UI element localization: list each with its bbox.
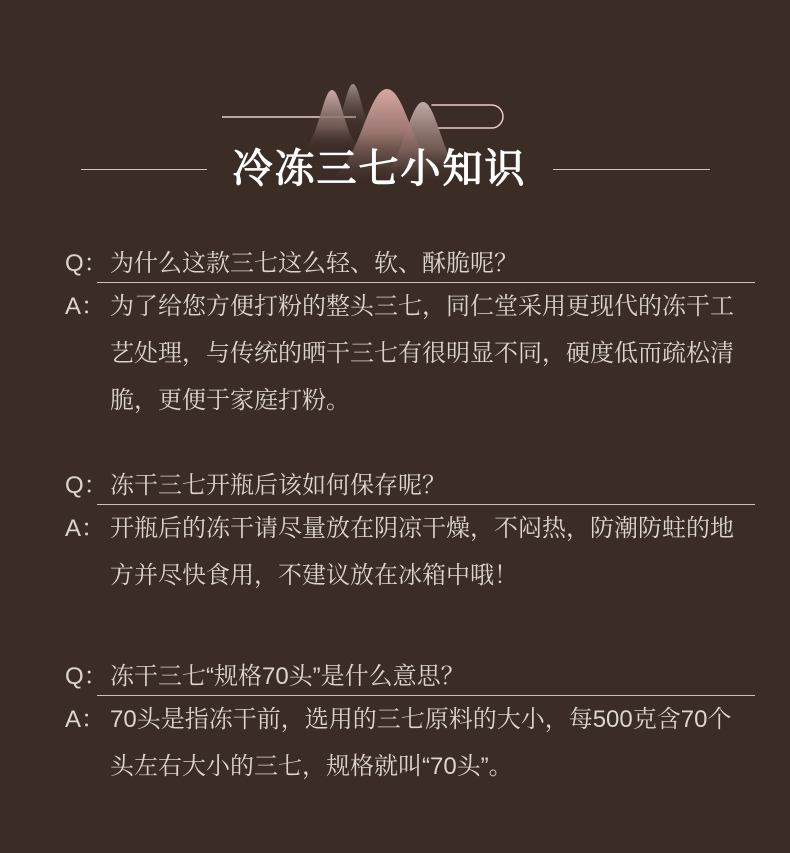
answer-row <box>65 283 755 424</box>
header <box>0 0 790 246</box>
title-line-left <box>81 169 207 170</box>
page-title: 冷冻三七小知识 <box>232 145 527 192</box>
answer-row <box>65 505 755 599</box>
a-label: A： <box>65 293 106 320</box>
qa-item-2 <box>65 468 755 599</box>
a-label: A： <box>65 515 106 542</box>
question-text: 冻干三七“规格70头”是什么意思？ <box>110 663 465 690</box>
question-text: 为什么这款三七这么轻、软、酥脆呢？ <box>110 250 518 277</box>
qa-item-1 <box>65 246 755 424</box>
answer-text: 70头是指冻干前，选用的三七原料的大小，每500克含70个头左右大小的三七，规格就叫“70头”。 <box>110 706 732 780</box>
title-row <box>0 146 790 192</box>
question-text: 冻干三七开瓶后该如何保存呢？ <box>110 472 446 499</box>
question-row <box>65 659 755 695</box>
title-line-right <box>553 169 710 170</box>
answer-text: 为了给您方便打粉的整头三七，同仁堂采用更现代的冻干工艺处理，与传统的晒干三七有很明显不同，硬度低而疏松清脆，更便于家庭打粉。 <box>110 293 734 414</box>
deco-capsule-line <box>432 105 503 128</box>
faq-section <box>0 246 790 790</box>
answer-text: 开瓶后的冻干请尽量放在阴凉干燥，不闷热，防潮防蛀的地方并尽快食用，不建议放在冰箱中哦！ <box>110 515 734 589</box>
question-row <box>65 468 755 504</box>
q-label: Q： <box>65 472 108 499</box>
question-row <box>65 246 755 282</box>
qa-item-3 <box>65 659 755 790</box>
q-label: Q： <box>65 663 108 690</box>
answer-row <box>65 696 755 790</box>
a-label: A： <box>65 706 106 733</box>
q-label: Q： <box>65 250 108 277</box>
